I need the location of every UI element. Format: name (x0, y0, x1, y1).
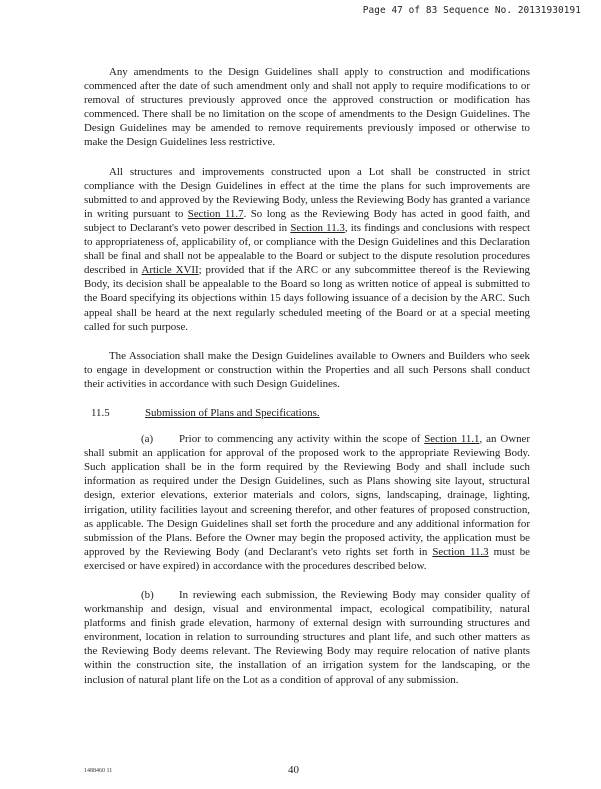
text-run: Prior to commencing any activity within the scope of (179, 433, 425, 446)
section-11-1-link[interactable]: Section 11.1 (424, 433, 480, 446)
subsection-a-label: (a) (141, 433, 154, 446)
page-header: Page 47 of 83 Sequence No. 20131930191 (362, 5, 581, 16)
subsection-b (84, 588, 530, 687)
paragraph-availability: The Association shall make the Design Guidelines available to Owners and Builders who seek to engage in development or construction within the Properties and all such Persons shall conduct their activities in accordance with such Design Guidelines. (84, 349, 530, 390)
section-heading (84, 406, 530, 420)
text-run: , its findings and conclusions with respect to appropriateness of, applicability of, or compliance with the Design Guidelines and this Declaration shall be final and shall not be appealable to the Board or subject to the dispute resolution procedures described in (84, 221, 530, 277)
text-run: In reviewing each submission, the Reviewing Body may consider quality of workmanship and design, visual and environmental impact, ecological compatibility, natural platforms and finish grade elevation, harmony of external design with surrounding structures and environment, location in relation to surrounding structures and plant life, and such other matters as the Reviewing Body deems relevant. The Reviewing Body may require relocation of native plants within the construction site, the installation of an irrigation system for the landscaping, or the inclusion of natural plant life on the Lot as a condition of approval of any submission. (84, 589, 530, 686)
text-run: , an Owner shall submit an application for approval of the proposed work to the appropriate Reviewing Body. Such application shall be in the form required by the Reviewing Body and shall include such information as required under the Design Guidelines, such as Plans showing site layout, structural design, exterior elevations, exterior materials and colors, signs, landscaping, drainage, lighting, irrigation, utility facilities layout and screening therefor, and other features of proposed construction, as applicable. The Design Guidelines shall set forth the procedure and any additional information for submission of the Plans. Before the Owner may begin the proposed activity, the application must be approved by the Reviewing Body (and Declarant's veto rights set forth in (84, 433, 530, 558)
section-11-7-link[interactable]: Section 11.7 (187, 207, 244, 220)
section-11-3-link[interactable]: Section 11.3 (290, 221, 345, 234)
paragraph-compliance (84, 165, 530, 334)
text-run: ; provided that if the ARC or any subcommittee thereof is the Reviewing Body, its decision shall be appealable to the Board so long as written notice of appeal is submitted to the Board specifying its objections within 15 days following issuance of a decision by the ARC. Such appeal shall be heard at the next regularly scheduled meeting of the Board or at a special meeting called for such purpose. (84, 264, 530, 333)
document-body (84, 65, 530, 687)
text-run: All structures and improvements constructed upon a Lot shall be constructed in strict compliance with the Design Guidelines in effect at the time the plans for such improvements are submitted to and approved by the Reviewing Body, unless the Reviewing Body has granted a variance in writing pursuant to (84, 165, 530, 220)
paragraph-amendments: Any amendments to the Design Guidelines shall apply to construction and modifications commenced after the date of such amendment only and shall not apply to require modifications to or removal of structures previously approved once the approved construction or modification has commenced. There shall be no limitation on the scope of amendments to the Design Guidelines. The Design Guidelines may be amended to remove requirements previously imposed or otherwise to make the Design Guidelines less restrictive. (84, 66, 530, 149)
subsection-b-label: (b) (141, 589, 154, 601)
section-number: 11.5 (91, 406, 110, 419)
text-run: . So long as the Reviewing Body has acted in good faith, and subject to Declarant's veto power described in (84, 207, 530, 234)
section-title: Submission of Plans and Specifications. (145, 406, 320, 419)
section-11-3-link[interactable]: Section 11.3 (432, 545, 489, 558)
page-number: 40 (288, 764, 299, 776)
article-xvii-link[interactable]: Article XVII (141, 264, 199, 277)
text-run: must be exercised or have expired) in accordance with the procedures described below. (84, 545, 531, 572)
subsection-a (84, 432, 530, 573)
document-id: 1488460 11 (84, 768, 113, 774)
